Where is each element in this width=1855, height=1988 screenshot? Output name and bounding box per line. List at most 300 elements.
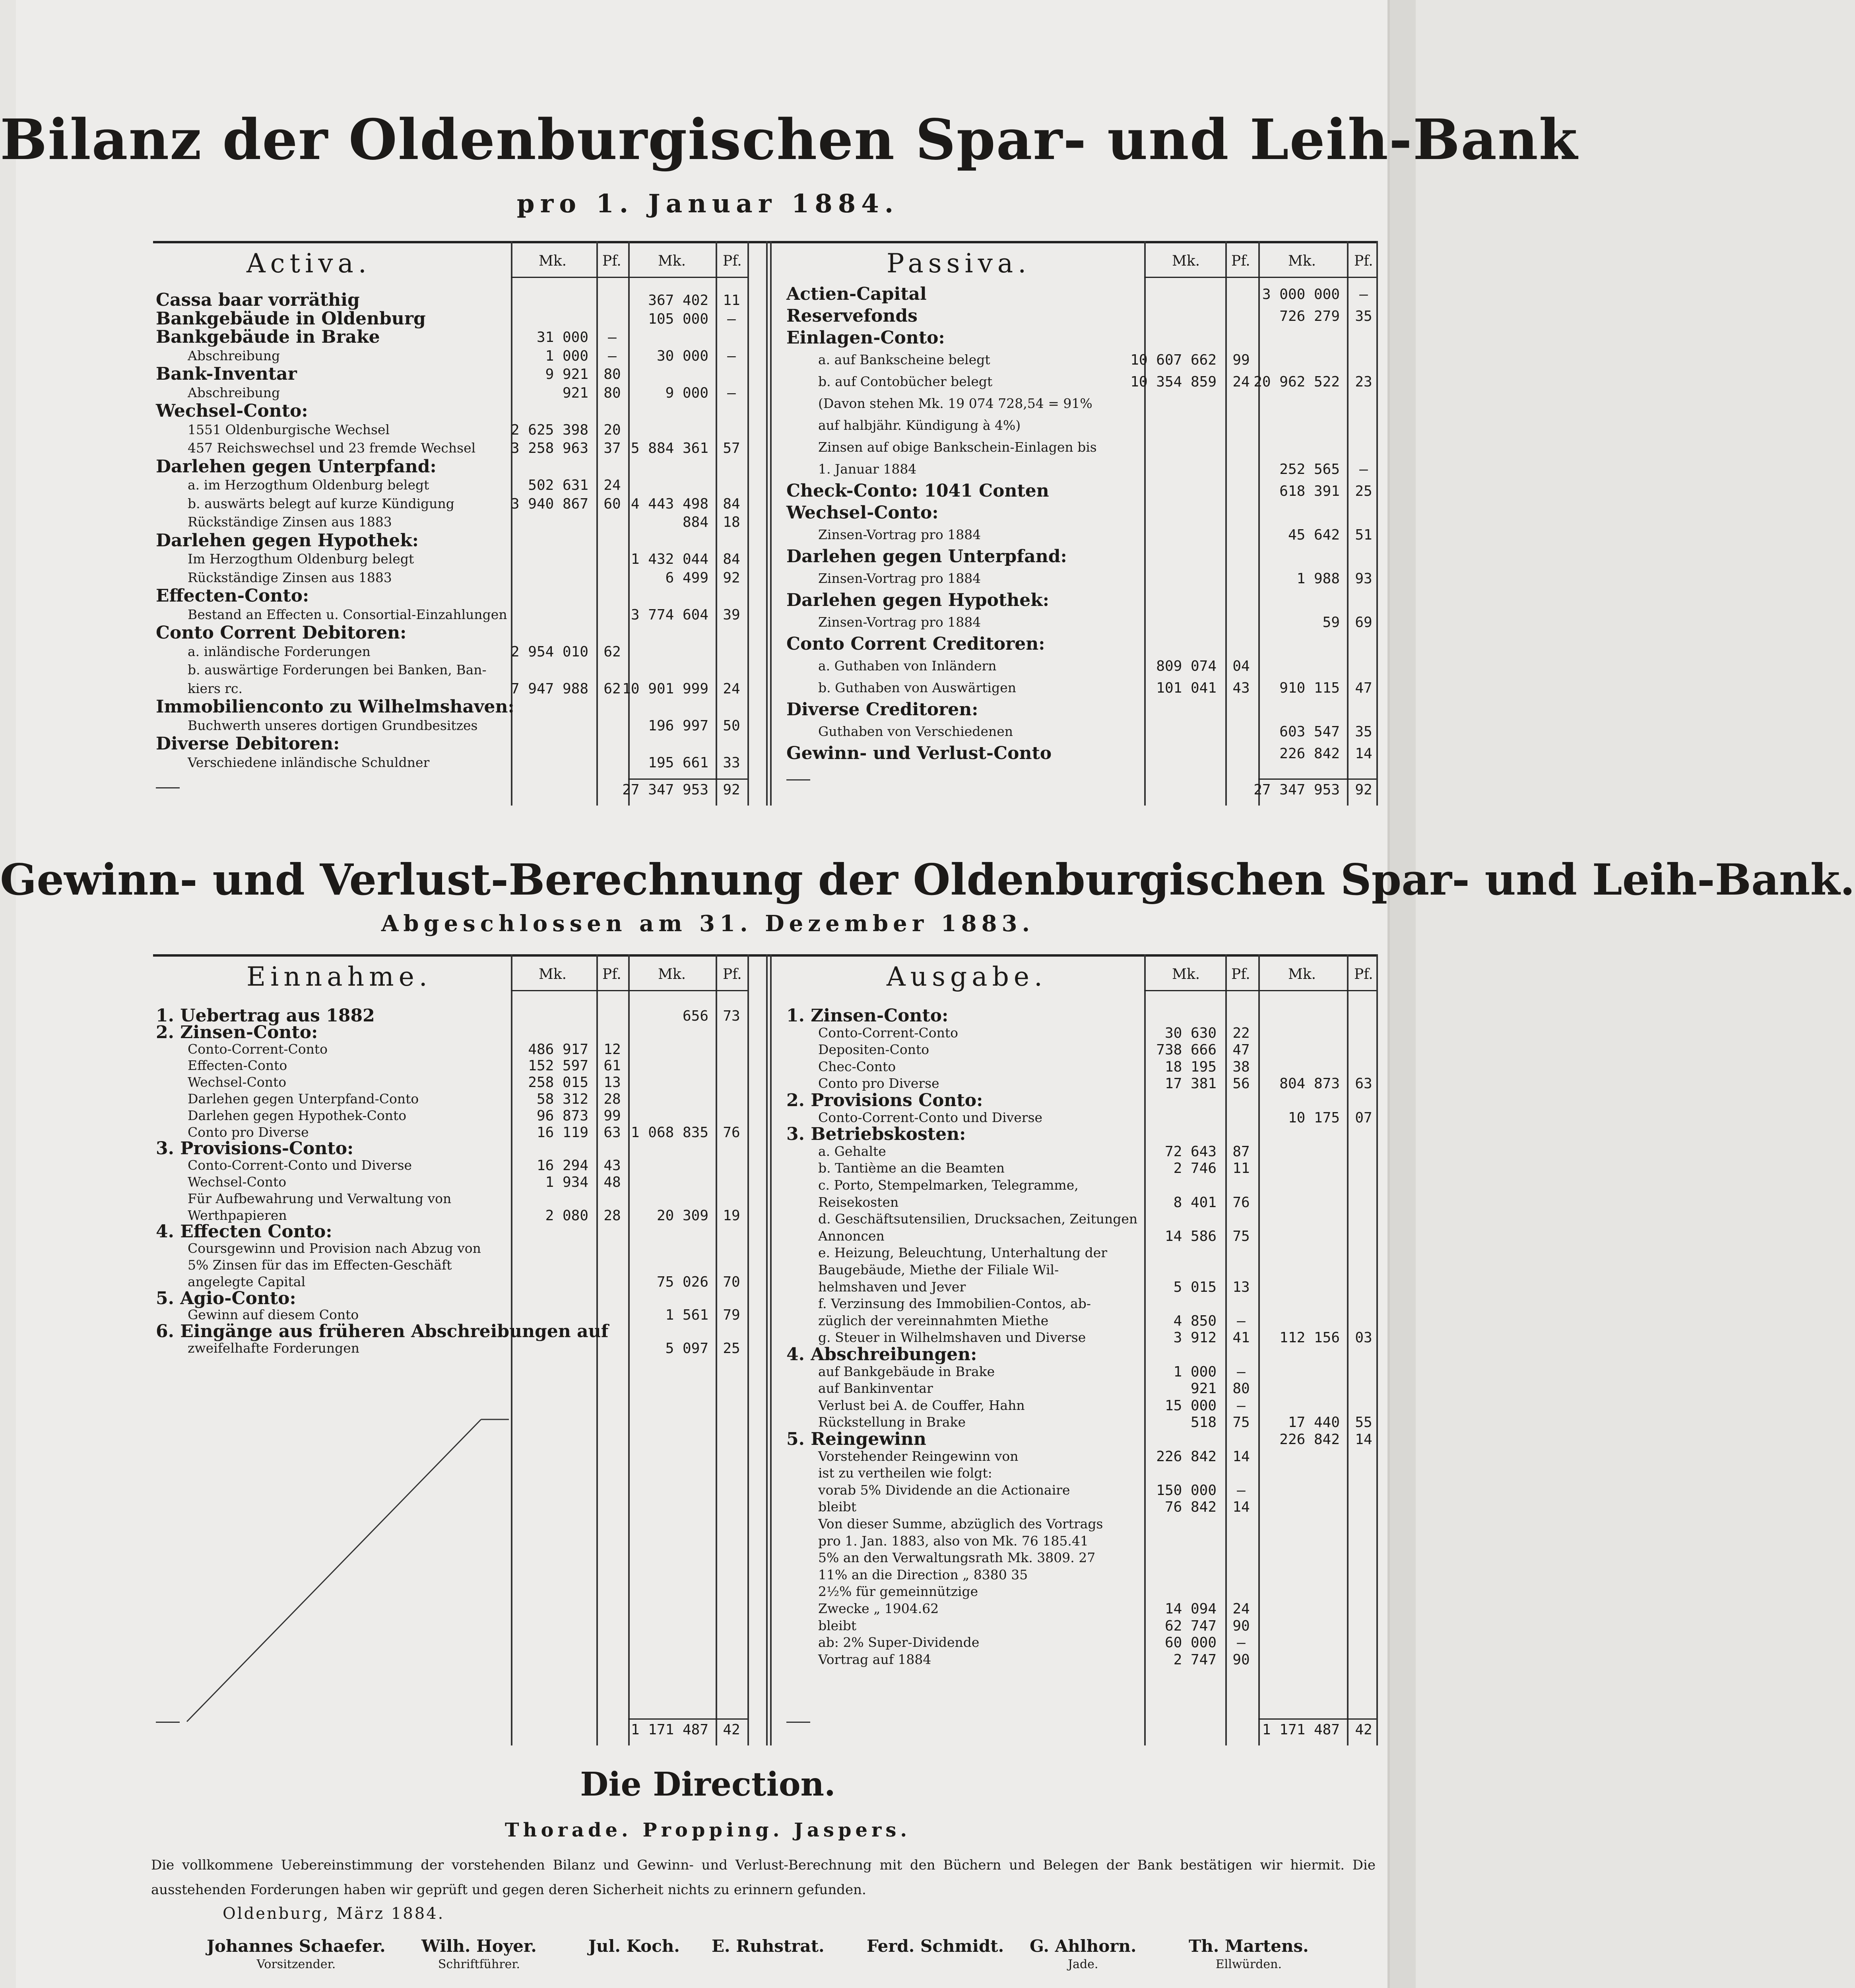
gv-right-row-pf2: 63 <box>1355 1076 1372 1092</box>
bilanz-right-row-label: Zinsen-Vortrag pro 1884 <box>818 527 981 542</box>
gv-right-row-mk1: 17 381 <box>1164 1076 1217 1092</box>
bilanz-right-row-pf2: 23 <box>1355 374 1372 390</box>
gv-right-total-mk: 1 171 487 <box>1262 1722 1340 1738</box>
bilanz-right-row-mk2: 252 565 <box>1279 461 1340 478</box>
bilanz-left-col-line-3 <box>716 241 717 806</box>
bilanz-left-row-label: 1551 Oldenburgische Wechsel <box>188 421 390 437</box>
bilanz-right-col-header-rule <box>1144 277 1376 278</box>
gv-right-row-label: Vortrag auf 1884 <box>818 1651 931 1667</box>
bilanz-left-section-header: Activa. <box>246 248 371 279</box>
bilanz-left-row-pf2: 33 <box>723 754 740 771</box>
gv-left-row-label: Darlehen gegen Unterpfand-Conto <box>188 1091 419 1107</box>
bilanz-left-row-pf2: 18 <box>723 514 740 530</box>
bilanz-right-row-label: Darlehen gegen Hypothek: <box>786 590 1049 610</box>
bilanz-right-row-label: Check-Conto: 1041 Conten <box>786 481 1049 501</box>
gv-right-row-label: Depositen-Conto <box>818 1042 929 1058</box>
gv-right-row-label: 5. Reingewinn <box>786 1429 926 1449</box>
gv-right-row-label: Baugebäude, Miethe der Filiale Wil- <box>818 1262 1059 1277</box>
bilanz-right-row-pf2: 47 <box>1355 680 1372 696</box>
bilanz-left-row-label: Rückständige Zinsen aus 1883 <box>188 569 392 585</box>
gv-right-row-label: vorab 5% Dividende an die Actionaire <box>818 1482 1070 1498</box>
gv-left-row-pf1: 63 <box>603 1124 621 1141</box>
gv-right-row-label: Zwecke „ 1904.62 <box>818 1601 939 1616</box>
bilanz-left-row-label: Abschreibung <box>188 384 280 400</box>
bilanz-left-row-mk1: 1 000 <box>545 348 588 364</box>
gv-left-row-mk1: 1 934 <box>545 1174 588 1190</box>
gv-right-row-mk2: 112 156 <box>1279 1330 1340 1346</box>
gv-left-col-line-3 <box>716 954 717 1745</box>
bilanz-right-row-label: a. Guthaben von Inländern <box>818 658 997 674</box>
bilanz-left-row-mk1: 9 921 <box>545 366 588 382</box>
gv-right-row-pf1: 41 <box>1232 1330 1250 1346</box>
gv-right-row-label: 2½% für gemeinnützige <box>818 1584 978 1600</box>
gv-right-row-pf1: 24 <box>1232 1601 1250 1617</box>
bilanz-right-col-line-2 <box>1258 241 1260 806</box>
bilanz-right-row-mk2: 910 115 <box>1279 680 1340 696</box>
bilanz-left-row-label: Conto Corrent Debitoren: <box>156 623 407 643</box>
gv-left-row-label: Werthpapieren <box>188 1207 287 1223</box>
bilanz-left-row-label: Diverse Debitoren: <box>156 734 340 754</box>
gv-left-row-label: Conto pro Diverse <box>188 1124 309 1140</box>
gv-right-row-pf1: 11 <box>1232 1160 1250 1177</box>
gv-right-row-pf1: — <box>1237 1482 1246 1499</box>
gv-right-col-line-1 <box>1225 954 1227 1745</box>
bilanz-right-row-label: Reservefonds <box>786 306 918 326</box>
gv-right-row-pf1: 38 <box>1232 1058 1250 1075</box>
gv-right-row-pf1: 90 <box>1232 1617 1250 1634</box>
signature-role: Vorsitzender. <box>256 1957 336 1971</box>
bilanz-left-row-label: 457 Reichswechsel und 23 fremde Wechsel <box>188 440 476 456</box>
bilanz-left-row-pf2: 24 <box>723 680 740 697</box>
gv-right-row-label: auf Bankinventar <box>818 1380 933 1396</box>
signature-name: Ferd. Schmidt. <box>867 1936 1004 1956</box>
bilanz-left-row-label: Immobilienconto zu Wilhelmshaven: <box>156 697 514 717</box>
gv-left-row-mk1: 2 080 <box>545 1207 588 1224</box>
gv-right-col-line-3 <box>1347 954 1349 1745</box>
bilanz-left-row-mk1: 31 000 <box>536 329 588 346</box>
gv-left-row-mk2: 656 <box>682 1008 708 1024</box>
gv-center-sep-a <box>766 954 768 1745</box>
gv-right-row-label: 5% an den Verwaltungsrath Mk. 3809. 27 <box>818 1550 1096 1566</box>
gv-right-row-mk1: 2 746 <box>1173 1160 1217 1177</box>
gv-right-row-mk1: 18 195 <box>1164 1058 1217 1075</box>
bilanz-left-row-mk2: 3 774 604 <box>631 606 708 623</box>
signature-name: Wilh. Hoyer. <box>421 1936 537 1956</box>
gv-subtitle: Abgeschlossen am 31. Dezember 1883. <box>381 911 1035 937</box>
bilanz-left-col-line-1 <box>596 241 598 806</box>
gv-left-col-line-2 <box>628 954 630 1745</box>
gv-right-col-mk1: Mk. <box>1172 966 1200 982</box>
bilanz-left-row-mk1: 2 625 398 <box>510 421 588 438</box>
bilanz-left-row-pf1: 24 <box>603 477 621 493</box>
gv-left-row-mk1: 152 597 <box>528 1058 588 1074</box>
bilanz-right-row-mk1: 101 041 <box>1156 680 1217 696</box>
bilanz-right-row-pf2: 14 <box>1355 746 1372 762</box>
bilanz-right-row-mk2: 1 988 <box>1296 571 1340 587</box>
gv-right-dash <box>786 1722 810 1723</box>
gv-right-row-label: a. Gehalte <box>818 1143 886 1159</box>
bilanz-right-row-label: Zinsen-Vortrag pro 1884 <box>818 571 981 586</box>
gv-right-total-rule <box>1258 1718 1376 1720</box>
gv-left-col-line-1 <box>596 954 598 1745</box>
attestation-text: Die vollkommene Uebereinstimmung der vorstehenden Bilanz und Gewinn- und Verlust-Berechnung mit den Büchern und Belegen der Bank bestätigen wir hiermit. Die ausstehenden Forderungen haben wir geprüft und gegen deren Sicherheit nichts zu erinnern gefunden. <box>151 1857 1376 1898</box>
gv-right-row-mk1: 921 <box>1190 1380 1217 1397</box>
bilanz-right-col-line-1 <box>1225 241 1227 806</box>
bilanz-right-row-mk1: 10 354 859 <box>1130 374 1217 390</box>
gv-right-row-mk1: 5 015 <box>1173 1279 1217 1295</box>
gv-right-col-line-2 <box>1258 954 1260 1745</box>
gv-right-row-pf1: 76 <box>1232 1194 1250 1211</box>
bilanz-left-row-pf1: 80 <box>603 384 621 401</box>
bilanz-right-row-mk2: 3 000 000 <box>1262 286 1340 303</box>
gv-left-row-label: Wechsel-Conto <box>188 1174 287 1190</box>
gv-right-row-mk2: 10 175 <box>1288 1109 1340 1126</box>
gv-right-row-mk1: 60 000 <box>1164 1635 1217 1651</box>
bilanz-left-row-label: Darlehen gegen Unterpfand: <box>156 456 437 477</box>
bilanz-right-col-pf2: Pf. <box>1354 253 1373 269</box>
gv-right-row-mk1: 30 630 <box>1164 1025 1217 1041</box>
gv-right-row-label: Verlust bei A. de Couffer, Hahn <box>818 1397 1025 1413</box>
bilanz-right-row-mk2: 603 547 <box>1279 724 1340 740</box>
gv-right-row-label: helmshaven und Jever <box>818 1279 966 1295</box>
bilanz-left-row-mk2: 10 901 999 <box>622 680 708 697</box>
bilanz-left-row-mk1: 3 258 963 <box>510 440 588 456</box>
gv-left-row-mk1: 16 119 <box>536 1124 588 1141</box>
gv-right-row-label: Rückstellung in Brake <box>818 1414 966 1430</box>
gv-left-row-label: Conto-Corrent-Conto <box>188 1041 328 1057</box>
gv-right-row-pf1: 14 <box>1232 1499 1250 1516</box>
gv-left-row-label: 4. Effecten Conto: <box>156 1221 332 1242</box>
gv-right-section-header: Ausgabe. <box>887 961 1047 992</box>
direction-names: Thorade. Propping. Jaspers. <box>504 1819 911 1841</box>
bilanz-left-row-label: Abschreibung <box>188 348 280 363</box>
gv-left-row-pf1: 12 <box>603 1041 621 1058</box>
bilanz-left-row-pf2: 84 <box>723 551 740 567</box>
bilanz-left-row-label: Bankgebäude in Oldenburg <box>156 308 426 329</box>
gv-left-total-rule <box>628 1718 747 1720</box>
gv-right-row-pf1: 75 <box>1232 1228 1250 1244</box>
gv-left-row-pf2: 76 <box>723 1124 740 1141</box>
gv-right-row-mk1: 150 000 <box>1156 1482 1217 1499</box>
gv-left-col-mk2: Mk. <box>658 966 686 982</box>
bilanz-left-col-line-4 <box>747 241 749 806</box>
gv-right-row-label: c. Porto, Stempelmarken, Telegramme, <box>818 1177 1079 1193</box>
bilanz-left-row-pf2: — <box>727 348 736 364</box>
gv-right-col-pf1: Pf. <box>1231 966 1250 982</box>
bilanz-left-row-mk2: 195 661 <box>648 754 708 771</box>
gv-left-row-label: Gewinn auf diesem Conto <box>188 1307 359 1323</box>
gv-right-col-pf2: Pf. <box>1354 966 1373 982</box>
bilanz-left-row-mk1: 2 954 010 <box>510 643 588 660</box>
gv-right-row-label: bleibt <box>818 1499 857 1515</box>
gv-right-row-label: Vorstehender Reingewinn von <box>818 1448 1019 1464</box>
bilanz-left-row-mk2: 9 000 <box>665 384 708 401</box>
signature-block <box>712 1936 825 1957</box>
bilanz-left-row-label: Bank-Inventar <box>156 364 297 384</box>
bilanz-right-row-pf2: 35 <box>1355 724 1372 740</box>
gv-right-row-pf2: 03 <box>1355 1330 1372 1346</box>
gv-right-row-label: ab: 2% Super-Dividende <box>818 1635 980 1650</box>
bilanz-right-row-label: Conto Corrent Creditoren: <box>786 634 1045 654</box>
bilanz-left-row-pf1: 62 <box>603 643 621 660</box>
bilanz-left-row-label: Verschiedene inländische Schuldner <box>188 754 430 770</box>
gv-right-row-pf1: 87 <box>1232 1143 1250 1160</box>
gv-right-row-pf1: 56 <box>1232 1076 1250 1092</box>
bilanz-left-col-mk1: Mk. <box>539 253 567 269</box>
gv-left-row-label: 5% Zinsen für das im Effecten-Geschäft <box>188 1257 452 1273</box>
gv-right-row-label: Conto-Corrent-Conto <box>818 1025 959 1041</box>
signature-name: Th. Martens. <box>1189 1936 1309 1956</box>
gv-center-sep-b <box>770 954 772 1745</box>
signature-block <box>1030 1936 1137 1971</box>
bilanz-left-row-label: Im Herzogthum Oldenburg belegt <box>188 551 414 567</box>
bilanz-right-section-header: Passiva. <box>887 248 1031 279</box>
gv-right-row-pf2: 14 <box>1355 1431 1372 1448</box>
bilanz-right-row-mk1: 809 074 <box>1156 658 1217 674</box>
gv-right-row-pf1: 14 <box>1232 1448 1250 1465</box>
bilanz-left-dash <box>156 787 180 788</box>
gv-left-row-pf1: 28 <box>603 1091 621 1107</box>
bilanz-right-row-label: Wechsel-Conto: <box>786 503 939 523</box>
bilanz-left-row-label: a. inländische Forderungen <box>188 643 371 659</box>
gv-left-row-pf2: 73 <box>723 1008 740 1024</box>
bilanz-left-row-pf1: — <box>608 329 617 346</box>
gv-left-row-label: 1. Uebertrag aus 1882 <box>156 1006 375 1026</box>
bilanz-title: Bilanz der Oldenburgischen Spar- und Leih-Bank <box>0 107 1578 173</box>
gv-right-col-line-4 <box>1376 954 1378 1745</box>
bilanz-right-row-label: b. auf Contobücher belegt <box>818 374 993 389</box>
gv-right-row-label: 2. Provisions Conto: <box>786 1090 983 1110</box>
gv-left-row-label: zweifelhafte Forderungen <box>188 1340 360 1356</box>
bilanz-left-col-mk2: Mk. <box>658 253 686 269</box>
bilanz-right-row-mk2: 45 642 <box>1288 527 1340 543</box>
gv-right-row-label: b. Tantième an die Beamten <box>818 1160 1005 1176</box>
gv-top-rule <box>153 954 1378 957</box>
gv-left-row-pf1: 28 <box>603 1207 621 1224</box>
gv-left-row-pf1: 61 <box>603 1058 621 1074</box>
bilanz-left-row-label: Bankgebäude in Brake <box>156 327 380 347</box>
bilanz-left-row-label: Darlehen gegen Hypothek: <box>156 530 419 551</box>
gv-left-row-label: angelegte Capital <box>188 1274 306 1289</box>
bilanz-right-row-mk2: 59 <box>1322 614 1340 631</box>
gv-right-row-label: 3. Betriebskosten: <box>786 1124 966 1145</box>
signature-block <box>588 1936 680 1957</box>
bilanz-left-row-mk1: 7 947 988 <box>510 680 588 697</box>
gv-left-row-label: Wechsel-Conto <box>188 1074 287 1090</box>
gv-title: Gewinn- und Verlust-Berechnung der Oldenburgischen Spar- und Leih-Bank. <box>0 855 1855 905</box>
bilanz-right-col-line-3 <box>1347 241 1349 806</box>
place-date: Oldenburg, März 1884. <box>223 1905 445 1923</box>
bilanz-right-row-pf1: 04 <box>1232 658 1250 674</box>
signature-name: Johannes Schaefer. <box>207 1936 386 1956</box>
bilanz-right-row-label: b. Guthaben von Auswärtigen <box>818 680 1016 695</box>
gv-right-total-pf: 42 <box>1355 1722 1372 1738</box>
gv-right-row-mk2: 804 873 <box>1279 1076 1340 1092</box>
gv-right-row-pf2: 07 <box>1355 1109 1372 1126</box>
bilanz-left-row-pf2: — <box>727 311 736 327</box>
bilanz-right-col-mk1: Mk. <box>1172 253 1200 269</box>
gv-right-row-mk1: 15 000 <box>1164 1397 1217 1414</box>
bilanz-left-col-line-2 <box>628 241 630 806</box>
bilanz-left-row-label: b. auswärtige Forderungen bei Banken, Ban- <box>188 662 487 678</box>
gv-left-dash <box>156 1722 180 1723</box>
bilanz-right-row-pf2: 35 <box>1355 308 1372 324</box>
bilanz-right-row-label: Diverse Creditoren: <box>786 699 978 720</box>
gv-right-row-pf1: 75 <box>1232 1414 1250 1431</box>
gv-left-col-pf1: Pf. <box>602 966 621 982</box>
bilanz-center-sep-b <box>770 241 772 806</box>
bilanz-right-row-pf2: 69 <box>1355 614 1372 631</box>
gv-right-row-label: Conto-Corrent-Conto und Diverse <box>818 1109 1043 1125</box>
gv-right-row-mk1: 14 094 <box>1164 1601 1217 1617</box>
bilanz-right-row-pf2: 51 <box>1355 527 1372 543</box>
signature-role: Schriftführer. <box>438 1957 520 1971</box>
gv-left-row-mk1: 258 015 <box>528 1074 588 1091</box>
bilanz-left-row-pf1: — <box>608 348 617 364</box>
gv-left-row-pf2: 25 <box>723 1340 740 1357</box>
signature-name: E. Ruhstrat. <box>712 1936 825 1956</box>
bilanz-right-row-pf2: 93 <box>1355 571 1372 587</box>
bilanz-right-row-mk1: 10 607 662 <box>1130 352 1217 368</box>
gv-left-row-pf1: 43 <box>603 1157 621 1174</box>
gv-left-row-label: Effecten-Conto <box>188 1058 287 1074</box>
gv-left-row-pf2: 19 <box>723 1207 740 1224</box>
gv-right-row-label: 4. Abschreibungen: <box>786 1344 977 1365</box>
gv-right-row-label: pro 1. Jan. 1883, also von Mk. 76 185.41 <box>818 1533 1089 1549</box>
gv-right-row-mk2: 17 440 <box>1288 1414 1340 1431</box>
gv-right-row-label: Conto pro Diverse <box>818 1076 939 1091</box>
gv-right-col-header-rule <box>1144 990 1376 991</box>
gv-right-row-label: 1. Zinsen-Conto: <box>786 1006 949 1026</box>
gv-right-row-label: e. Heizung, Beleuchtung, Unterhaltung der <box>818 1245 1108 1261</box>
gv-left-row-mk2: 20 309 <box>656 1207 708 1224</box>
bilanz-right-total-rule <box>1258 779 1376 780</box>
bilanz-left-row-mk2: 196 997 <box>648 717 708 734</box>
gv-right-row-label: Von dieser Summe, abzüglich des Vortrags <box>818 1516 1103 1532</box>
gv-right-row-pf1: — <box>1237 1635 1246 1651</box>
bilanz-left-total-mk: 27 347 953 <box>622 782 708 798</box>
bilanz-top-rule <box>153 241 1378 243</box>
gv-right-row-label: g. Steuer in Wilhelmshaven und Diverse <box>818 1330 1086 1345</box>
bilanz-left-row-pf2: 11 <box>723 292 740 309</box>
gv-left-row-mk1: 16 294 <box>536 1157 588 1174</box>
bilanz-left-row-mk2: 4 443 498 <box>631 495 708 512</box>
signature-role: Ellwürden. <box>1215 1957 1282 1971</box>
gv-left-row-label: Für Aufbewahrung und Verwaltung von <box>188 1190 452 1206</box>
gv-left-row-pf1: 48 <box>603 1174 621 1190</box>
bilanz-right-row-label: a. auf Bankscheine belegt <box>818 352 990 367</box>
gv-right-row-label: auf Bankgebäude in Brake <box>818 1363 995 1379</box>
gv-right-row-label: 11% an die Direction „ 8380 35 <box>818 1567 1028 1582</box>
bilanz-left-total-pf: 92 <box>723 782 740 798</box>
gv-left-row-mk1: 486 917 <box>528 1041 588 1058</box>
gv-left-row-label: Conto-Corrent-Conto und Diverse <box>188 1157 412 1173</box>
bilanz-left-row-mk2: 30 000 <box>656 348 708 364</box>
bilanz-left-row-pf2: 39 <box>723 606 740 623</box>
bilanz-left-row-mk2: 884 <box>682 514 708 530</box>
bilanz-right-row-label: Gewinn- und Verlust-Conto <box>786 743 1052 763</box>
gv-left-row-label: Coursgewinn und Provision nach Abzug von <box>188 1241 481 1256</box>
bilanz-left-row-pf1: 62 <box>603 680 621 697</box>
gv-left-section-header: Einnahme. <box>246 961 432 992</box>
gv-right-row-label: f. Verzinsung des Immobilien-Contos, ab- <box>818 1296 1091 1312</box>
bilanz-right-row-mk2: 726 279 <box>1279 308 1340 324</box>
signature-block <box>207 1936 386 1971</box>
gv-left-row-pf1: 99 <box>603 1107 621 1124</box>
bilanz-right-row-pf1: 99 <box>1232 352 1250 368</box>
bilanz-left-row-label: b. auswärts belegt auf kurze Kündigung <box>188 495 454 511</box>
gv-left-col-mk1: Mk. <box>539 966 567 982</box>
gv-right-row-label: züglich der vereinnahmten Miethe <box>818 1312 1049 1328</box>
gv-right-row-mk1: 4 850 <box>1173 1312 1217 1329</box>
gv-right-row-mk1: 2 747 <box>1173 1651 1217 1668</box>
gv-right-row-mk1: 738 666 <box>1156 1042 1217 1058</box>
gv-right-row-pf1: 47 <box>1232 1042 1250 1058</box>
bilanz-right-row-label: 1. Januar 1884 <box>818 461 917 477</box>
gv-left-col-header-rule <box>511 990 747 991</box>
gv-right-row-mk1: 3 912 <box>1173 1330 1217 1346</box>
bilanz-subtitle: pro 1. Januar 1884. <box>516 189 899 219</box>
bilanz-right-dash <box>786 779 810 780</box>
bilanz-left-row-pf2: 92 <box>723 569 740 586</box>
bilanz-left-row-label: a. im Herzogthum Oldenburg belegt <box>188 477 429 493</box>
bilanz-right-row-pf2: 25 <box>1355 483 1372 499</box>
bilanz-right-row-label: Zinsen-Vortrag pro 1884 <box>818 614 981 630</box>
bilanz-right-row-label: Actien-Capital <box>786 284 927 304</box>
bilanz-left-row-label: Buchwerth unseres dortigen Grundbesitzes <box>188 717 478 733</box>
bilanz-left-row-mk1: 921 <box>562 384 588 401</box>
gv-right-row-mk1: 62 747 <box>1164 1617 1217 1634</box>
gv-left-col-line-4 <box>747 954 749 1745</box>
bilanz-left-row-label: kiers rc. <box>188 680 243 696</box>
gv-left-row-label: Darlehen gegen Hypothek-Conto <box>188 1107 407 1123</box>
bilanz-right-row-pf2: — <box>1359 461 1368 478</box>
gv-right-row-mk2: 226 842 <box>1279 1431 1340 1448</box>
gv-left-col-pf2: Pf. <box>723 966 742 982</box>
bilanz-left-row-pf1: 20 <box>603 421 621 438</box>
bilanz-left-row-label: Rückständige Zinsen aus 1883 <box>188 514 392 530</box>
direction-title: Die Direction. <box>580 1765 836 1804</box>
gv-right-row-label: d. Geschäftsutensilien, Drucksachen, Zeitungen <box>818 1211 1138 1227</box>
gv-left-row-mk2: 75 026 <box>656 1274 708 1290</box>
bilanz-right-col-line-4 <box>1376 241 1378 806</box>
signature-block <box>421 1936 537 1971</box>
signature-block <box>867 1936 1004 1957</box>
gv-left-row-label: 2. Zinsen-Conto: <box>156 1022 318 1043</box>
bilanz-left-row-mk2: 5 884 361 <box>631 440 708 456</box>
gv-left-cancel-diagonal <box>187 1419 481 1722</box>
bilanz-right-row-label: Einlagen-Conto: <box>786 328 945 348</box>
gv-left-row-label: 5. Agio-Conto: <box>156 1288 296 1309</box>
gv-left-row-mk2: 1 561 <box>665 1307 708 1324</box>
bilanz-right-row-mk2: 20 962 522 <box>1253 374 1340 390</box>
bilanz-left-row-pf1: 80 <box>603 366 621 382</box>
gv-right-row-pf1: 90 <box>1232 1651 1250 1668</box>
bilanz-left-col-pf1: Pf. <box>602 253 621 269</box>
bilanz-left-row-pf2: 50 <box>723 717 740 734</box>
gv-right-row-mk1: 1 000 <box>1173 1363 1217 1380</box>
page-edge <box>1390 0 1416 1988</box>
signature-name: G. Ahlhorn. <box>1030 1936 1137 1956</box>
gv-right-row-pf1: 13 <box>1232 1279 1250 1295</box>
bilanz-right-row-label: Darlehen gegen Unterpfand: <box>786 546 1067 567</box>
gv-left-row-mk2: 5 097 <box>665 1340 708 1357</box>
gv-right-row-label: bleibt <box>818 1617 857 1633</box>
gv-left-total-pf: 42 <box>723 1722 740 1738</box>
signature-role: Jade. <box>1068 1957 1098 1971</box>
gv-right-row-mk1: 8 401 <box>1173 1194 1217 1211</box>
bilanz-left-row-mk1: 502 631 <box>528 477 588 493</box>
